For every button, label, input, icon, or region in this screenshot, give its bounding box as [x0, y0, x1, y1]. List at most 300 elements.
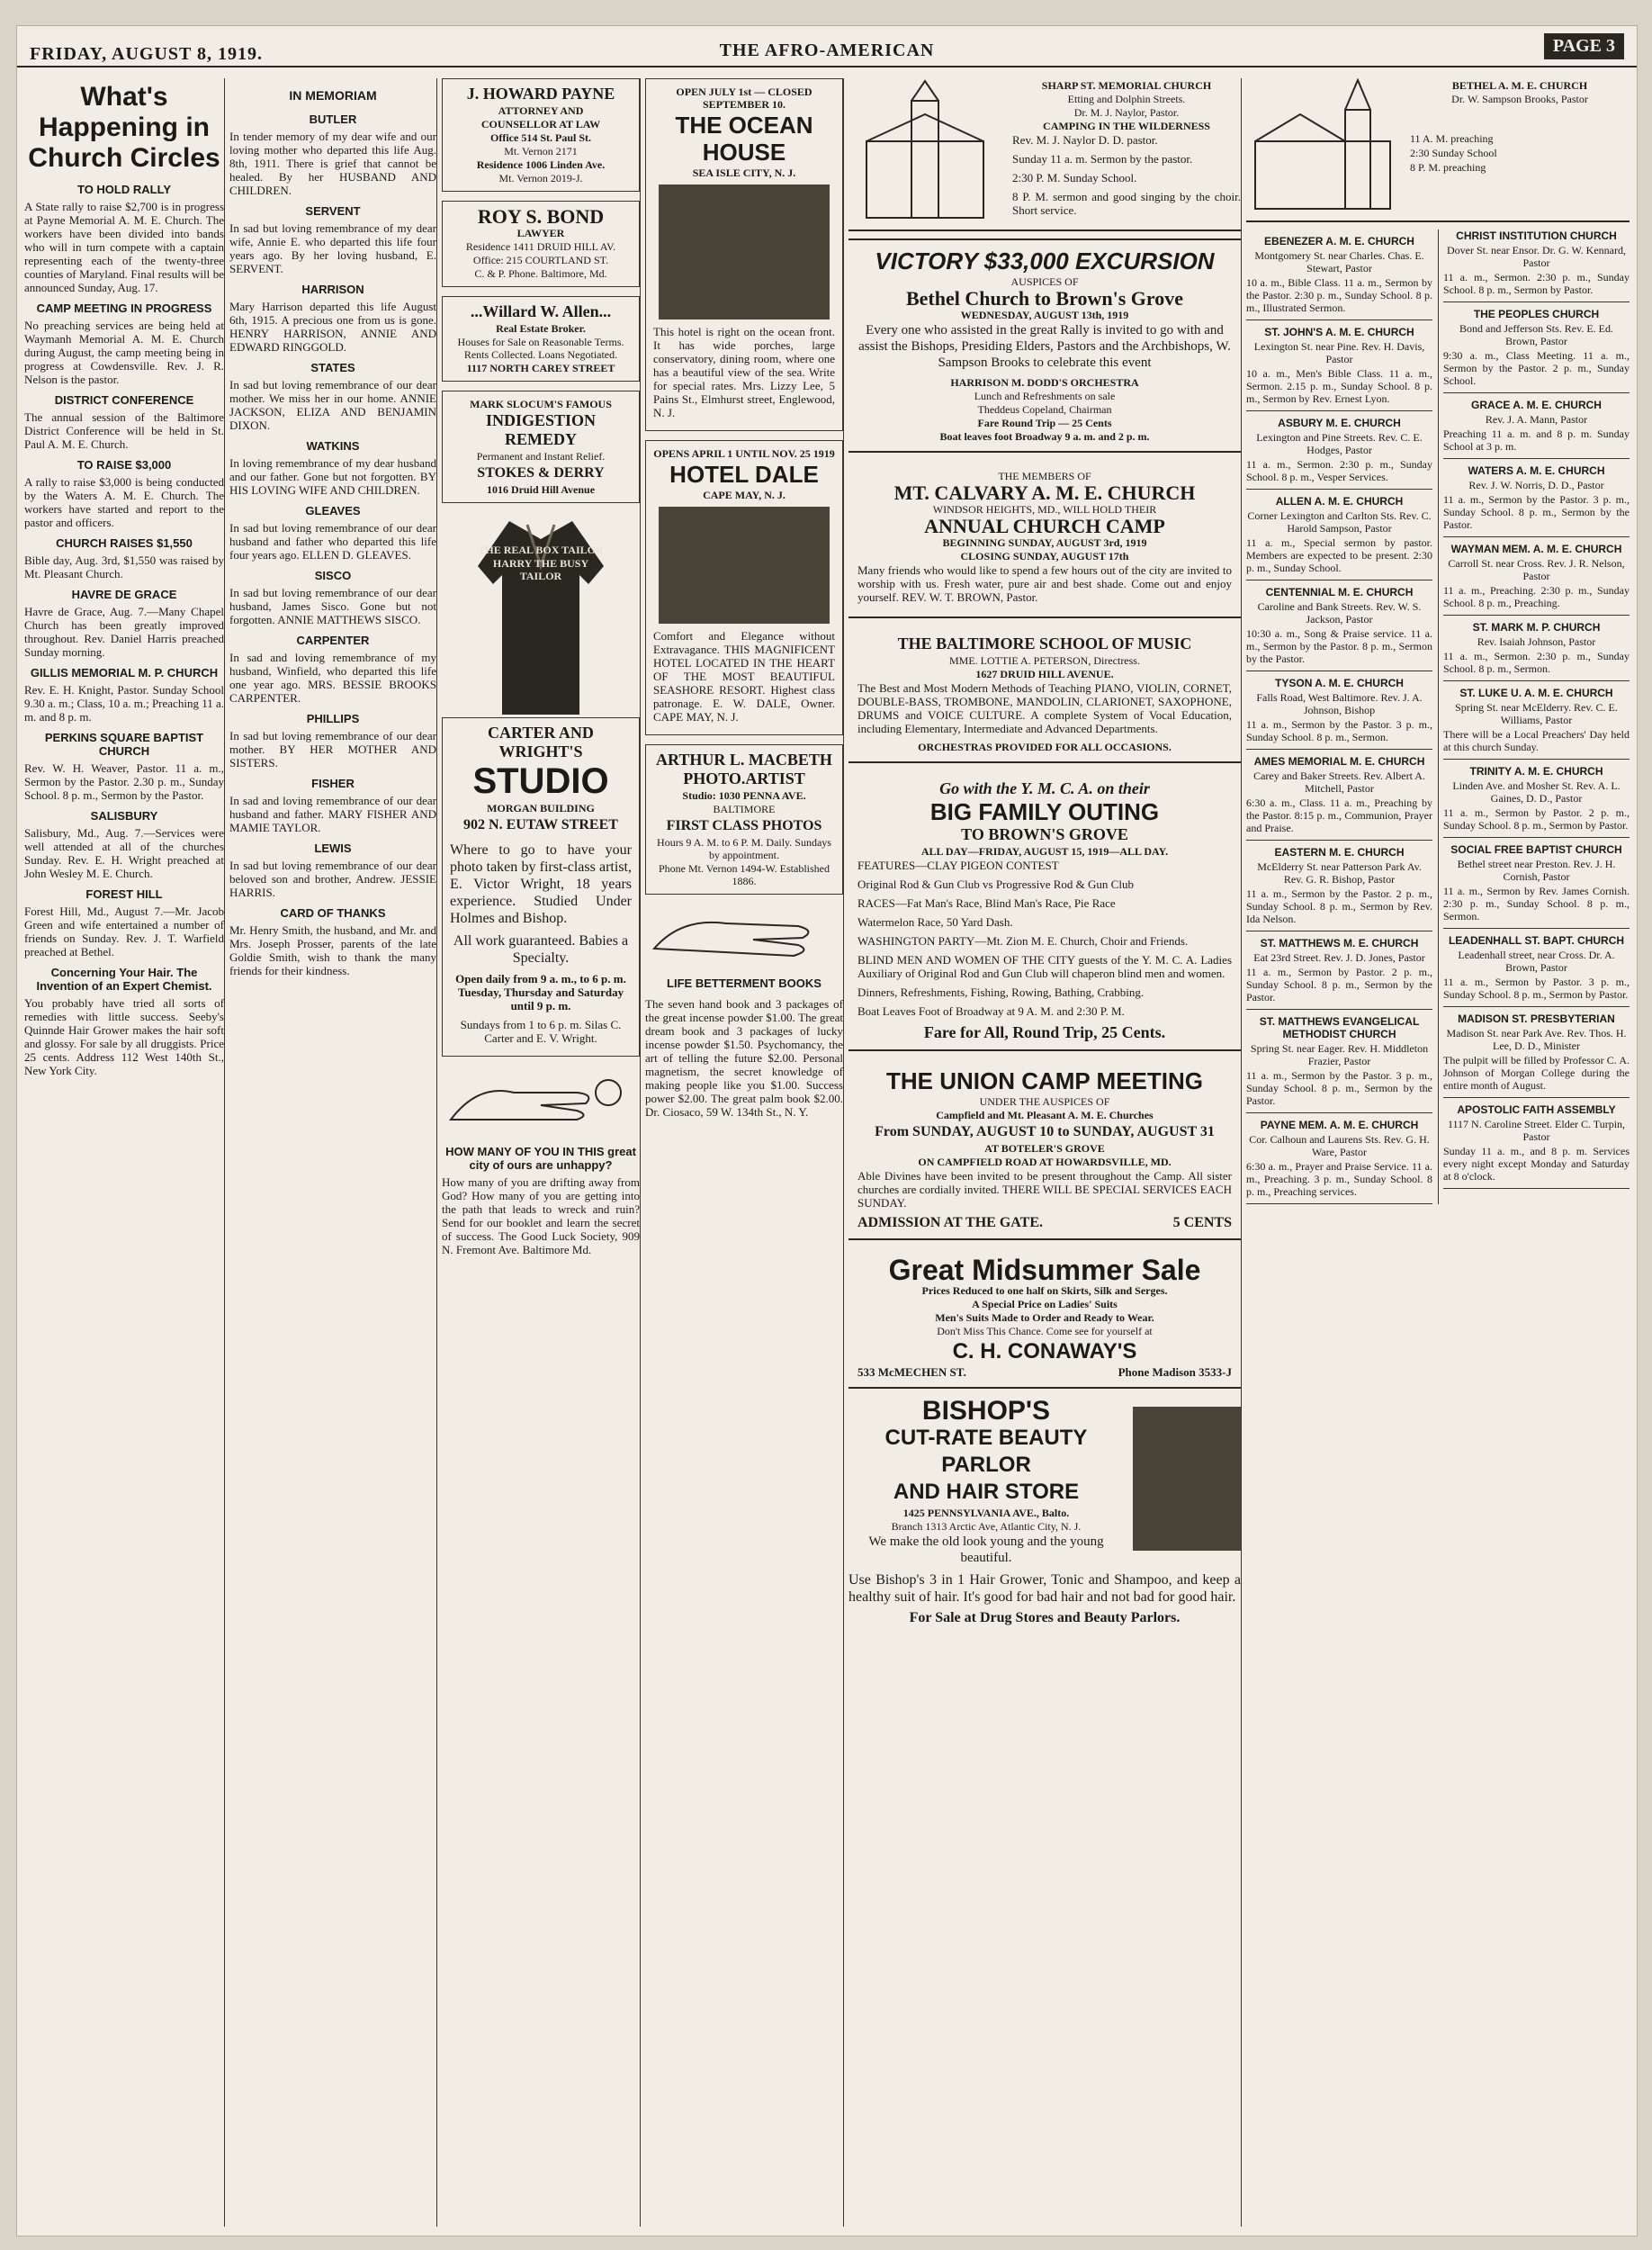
church-pastor: 1117 N. Caroline Street. Elder C. Turpin, Pastor [1447, 1118, 1626, 1143]
church-name: SOCIAL FREE BAPTIST CHURCH [1450, 843, 1622, 856]
memorial-text: In sad but loving remembrance of my dear wife, Annie E. who departed this life four years ago. By her loving husband, E. SERVENT. [229, 221, 436, 275]
church-news-item [24, 588, 224, 659]
ocean-place: SEA ISLE CITY, N. J. [692, 166, 796, 179]
church-pastor: Dover St. near Ensor. Dr. G. W. Kennard, Pastor [1447, 244, 1626, 269]
church-divider [1443, 1097, 1630, 1098]
church-news-heading: CAMP MEETING IN PROGRESS [36, 302, 212, 315]
memorial-item [229, 842, 436, 899]
church-services: Sunday 11 a. m., and 8 p. m. Services every night except Monday and Saturday at 8 o'clock. [1443, 1145, 1630, 1183]
church-news-sections [24, 183, 224, 1077]
church-name: LEADENHALL ST. BAPT. CHURCH [1448, 934, 1625, 947]
memorial-heading: WATKINS [306, 439, 360, 453]
church-divider [1443, 759, 1630, 760]
sale-line: Don't Miss This Chance. Come see for yourself at [937, 1325, 1153, 1337]
bishop-sale: For Sale at Drug Stores and Beauty Parlors. [909, 1610, 1181, 1625]
camp-at: AT BOTELER'S GROVE [984, 1142, 1105, 1155]
ad-payne-line: Residence 1006 Linden Ave. [476, 158, 606, 171]
memorial-heading: GLEAVES [305, 504, 361, 518]
ad-slocum-line: MARK SLOCUM'S FAMOUS [470, 398, 612, 410]
church-listing [1443, 230, 1630, 302]
ocean-top: OPEN JULY 1st — CLOSED SEPTEMBER 10. [676, 86, 813, 111]
ad-studio [442, 717, 640, 1057]
column-events [848, 78, 1242, 2227]
hotel-dale-photo [659, 507, 830, 624]
camp-admission: ADMISSION AT THE GATE. [857, 1215, 1043, 1230]
church-name: ST. MATTHEWS EVANGELICAL METHODIST CHURCH [1259, 1015, 1420, 1040]
church-pastor: Cor. Calhoun and Laurens Sts. Rev. G. H. Ware, Pastor [1249, 1133, 1430, 1158]
sharp-line: 8 P. M. sermon and good singing by the choir. Short service. [1012, 190, 1241, 217]
ad-bond-line: LAWYER [516, 227, 565, 239]
church-pastor: Spring St. near Eager. Rev. H. Middleton Frazier, Pastor [1250, 1042, 1429, 1067]
hand-illustration-2 [645, 904, 843, 967]
memorial-notices [229, 112, 436, 977]
church-divider [1246, 749, 1432, 750]
memorial-text: In loving remembrance of my dear husband and our father. Gone but not forgotten. BY HIS LOVING WIFE AND CHILDREN. [229, 456, 436, 497]
memorial-item [229, 361, 436, 432]
memorial-item [229, 504, 436, 562]
church-news-text: A State rally to raise $2,700 is in progress at Payne Memorial A. M. E. Church. The workers have been divided into bands who will in turn compete with a captain representing each of the twenty-three counties of Maryland. Final results will be announced Sunday, Aug. 17. [24, 200, 224, 294]
sale-line: A Special Price on Ladies' Suits [972, 1298, 1118, 1310]
music-name: THE BALTIMORE SCHOOL OF MUSIC [897, 634, 1192, 652]
church-name: PAYNE MEM. A. M. E. CHURCH [1260, 1119, 1419, 1131]
victory-orch: HARRISON M. DODD'S ORCHESTRA [950, 376, 1139, 389]
bishop-branch: Branch 1313 Arctic Ave, Atlantic City, N. J. [891, 1520, 1082, 1533]
church-news-text: Havre de Grace, Aug. 7.—Many Chapel Church has been greatly improved throughout. Rev. Daniel Harris preached Sunday morning. [24, 605, 224, 659]
ad-payne-name: J. HOWARD PAYNE [466, 85, 615, 103]
church-pastor: Leadenhall street, near Cross. Dr. A. Brown, Pastor [1458, 949, 1615, 974]
books-text: The seven hand book and 3 packages of the great incense powder $1.00. The great dream book and 3 packages of lucky incense powder $1.50. Psychomancy, the art of telling the future $2.00. Personal magnetism, the secret knowledge of making people like you $1.00. Success power $2.00. The great palm book $2.00. Dr. Ciosaco, 59 W. 134th St., N. Y. [645, 997, 843, 1119]
church-services: The pulpit will be filled by Professor C. A. Johnson of Morgan College during the entire month of August. [1443, 1054, 1630, 1092]
ad-bond-line: Office: 215 COURTLAND ST. [472, 254, 609, 266]
church-listing [1443, 464, 1630, 537]
church-news-text: The annual session of the Baltimore District Conference will be held in St. Paul A. M. E. Church. [24, 410, 224, 451]
victory-church: Bethel Church to Brown's Grove [905, 287, 1183, 310]
church-news-item [24, 458, 224, 529]
camp-text: Able Divines have been invited to be present throughout the Camp. All sister churches are cordially invited. THERE WILL BE SPECIAL SERVICES EACH SUNDAY. [857, 1169, 1232, 1210]
church-services: There will be a Local Preachers' Day held at this church Sunday. [1443, 728, 1630, 753]
sharp-addr: Etting and Dolphin Streets. [1067, 93, 1186, 105]
church-listing [1246, 235, 1432, 320]
church-news-text: Salisbury, Md., Aug. 7.—Services were well attended at all of the churches Sunday. Rev. E. H. Wright preached at John Wesley M. E. Church. [24, 826, 224, 880]
church-name: ST. MARK M. P. CHURCH [1472, 621, 1601, 634]
memorial-heading: PHILLIPS [306, 712, 360, 725]
church-circles-headline: What's Happening in Church Circles [28, 82, 220, 173]
church-name: ST. JOHN'S A. M. E. CHURCH [1264, 326, 1414, 338]
church-divider [1443, 536, 1630, 537]
bishop-line: CUT-RATE BEAUTY PARLOR [884, 1426, 1088, 1477]
ymca-top: Go with the Y. M. C. A. on their [939, 779, 1150, 797]
memorial-heading: CARD OF THANKS [280, 906, 386, 920]
church-name: THE PEOPLES CHURCH [1473, 308, 1600, 320]
church-divider [1246, 410, 1432, 411]
church-directory [1246, 230, 1630, 1204]
lucky-text: How many of you are drifting away from God? How many of you are getting into the path that leads to wreck and ruin? Send for our booklet and learn the secret of success. The Good Luck Society, 909 N. Fremont Ave. Baltimore Md. [442, 1175, 640, 1256]
dale-top: OPENS APRIL 1 UNTIL NOV. 25 1919 [653, 447, 835, 460]
ad-hotel-dale [645, 440, 843, 735]
church-pastor: Rev. J. A. Mann, Pastor [1485, 413, 1588, 426]
church-listing [1246, 755, 1432, 841]
church-news-heading: CHURCH RAISES $1,550 [56, 536, 193, 550]
church-services: 11 a. m., Sermon by the Pastor. 3 p. m., Sunday School. 8 p. m., Sermon by the Pastor. [1443, 493, 1630, 531]
ad-bond-name: ROY S. BOND [477, 205, 605, 228]
church-name: CHRIST INSTITUTION CHURCH [1456, 230, 1617, 242]
macbeth-line: FIRST CLASS PHOTOS [666, 818, 822, 833]
church-news-item [24, 809, 224, 880]
church-pastor: Bethel street near Preston. Rev. J. H. Cornish, Pastor [1457, 858, 1616, 883]
macbeth-line: PHOTO.ARTIST [683, 770, 805, 788]
church-news-text: Rev. W. H. Weaver, Pastor. 11 a. m., Sermon by the Pastor. 2.30 p. m., Sunday School. 8 p. m., Sermon by the Pastor. [24, 761, 224, 802]
church-divider [1246, 840, 1432, 841]
memorial-text: In sad and loving remembrance of my husband, Winfield, who departed this life one year ago. MRS. BESSIE BROOKS CARPENTER. [229, 651, 436, 705]
victory-text: Every one who assisted in the great Rally is invited to go with and assist the Bishops, Presiding Elders, Pastors and the Archbishops, W. Sampson Brooks to celebrate this event [858, 323, 1231, 370]
memorial-item [229, 777, 436, 834]
church-services: 11 a. m., Sermon by Pastor. 2 p. m., Sunday School. 8 p. m., Sermon by the Pastor. [1246, 966, 1432, 1004]
ymca-line: RACES—Fat Man's Race, Blind Man's Race, Pie Race [857, 896, 1116, 910]
ymca-line: Dinners, Refreshments, Fishing, Rowing, Bathing, Crabbing. [857, 986, 1145, 999]
sale-addr: 533 McMECHEN ST. [857, 1365, 966, 1379]
church-listing [1443, 1103, 1630, 1189]
church-listing [1246, 495, 1432, 580]
church-services: 10:30 a. m., Song & Praise service. 11 a. m., Sermon by the Pastor. 8 p. m., Sermon by the Pastor. [1246, 627, 1432, 665]
church-services: 11 a. m., Sermon by the Pastor. 2 p. m., Sunday School. 8 p. m., Sermon by Rev. Ida Nelson. [1246, 887, 1432, 925]
bishop-line: AND HAIR STORE [893, 1480, 1080, 1504]
victory-date: WEDNESDAY, AUGUST 13th, 1919 [960, 309, 1129, 321]
calvary-place: WINDSOR HEIGHTS, MD., WILL HOLD THEIR [932, 503, 1157, 516]
church-divider [1246, 1112, 1432, 1113]
memorial-heading: BUTLER [309, 112, 357, 126]
church-news-heading: DISTRICT CONFERENCE [54, 393, 194, 407]
church-services: 11 a. m., Sermon by the Pastor. 3 p. m., Sunday School. 8 p. m., Sermon by the Pastor. [1246, 1069, 1432, 1107]
memorial-item [229, 439, 436, 497]
ad-allen-name: ...Willard W. Allen... [470, 302, 612, 320]
masthead [17, 32, 1637, 68]
ad-slocum-line: 1016 Druid Hill Avenue [486, 483, 596, 496]
church-name: GRACE A. M. E. CHURCH [1471, 399, 1602, 411]
memorial-text: In sad but loving remembrance of our dear mother. BY HER MOTHER AND SISTERS. [229, 729, 436, 770]
church-news-heading: TO RAISE $3,000 [76, 458, 172, 472]
ocean-house-photo [659, 184, 830, 320]
macbeth-line: Phone Mt. Vernon 1494-W. Established 1886. [659, 862, 830, 887]
church-name: EASTERN M. E. CHURCH [1274, 846, 1405, 859]
church-services: 6:30 a. m., Prayer and Praise Service. 11 a. m., Preaching. 3 p. m., Sunday School. 8 p. m., Preaching services. [1246, 1160, 1432, 1198]
memorial-item [229, 906, 436, 977]
church-news-text: No preaching services are being held at Waymanh Memorial A. M. E. Church during August, the camp meeting being in progress at Cowdensville. Rev. J. R. Nelson is the pastor. [24, 319, 224, 386]
church-name: EBENEZER A. M. E. CHURCH [1264, 235, 1414, 248]
camp-road: ON CAMPFIELD ROAD AT HOWARDSVILLE, MD. [918, 1156, 1172, 1168]
church-name: TYSON A. M. E. CHURCH [1275, 677, 1404, 689]
column-church-news [24, 78, 225, 2227]
sharp-st-church-ad [848, 78, 1241, 231]
dale-text: Comfort and Elegance without Extravagance. THIS MAGNIFICENT HOTEL LOCATED IN THE HEART OF THE MOST BEAUTIFUL SEASHORE RESORT. Highest class patronage. E. W. DALE, Owner. CAPE MAY, N. J. [653, 629, 835, 724]
calvary-close: CLOSING SUNDAY, AUGUST 17th [960, 550, 1129, 562]
church-listing [1246, 417, 1432, 490]
church-listing [1246, 677, 1432, 750]
church-name: MADISON ST. PRESBYTERIAN [1458, 1012, 1615, 1025]
church-news-heading: HAVRE DE GRACE [71, 588, 177, 601]
bishop-text: We make the old look young and the young beautiful. [868, 1534, 1104, 1565]
church-news-text: Forest Hill, Md., August 7.—Mr. Jacob Green and wife entertained a number of friends on Sunday. Rev. J. T. Warfield preached at Bethel. [24, 904, 224, 958]
bethel-line: 8 P. M. preaching [1410, 161, 1486, 174]
issue-date: FRIDAY, AUGUST 8, 1919. [30, 44, 263, 64]
camp-title: THE UNION CAMP MEETING [886, 1067, 1203, 1094]
church-news-heading: SALISBURY [90, 809, 158, 823]
ad-payne-line: Office 514 St. Paul St. [490, 131, 591, 144]
ad-studio-text: All work guaranteed. Babies a Specialty. [453, 933, 629, 966]
ocean-name: THE OCEAN HOUSE [675, 112, 813, 166]
church-listing [1443, 399, 1630, 459]
memorial-text: In sad but loving remembrance of our dear mother. We miss her in our home. ANNIE JACKSON, ELIZA AND BENJAMIN DIXON. [229, 378, 436, 432]
church-services: 6:30 a. m., Class. 11 a. m., Preaching by the Pastor. 8:15 p. m., Communion, Prayer and Praise. [1246, 796, 1432, 834]
church-pastor: Madison St. near Park Ave. Rev. Thos. H. Lee, D. D., Minister [1446, 1027, 1627, 1052]
memorial-item [229, 112, 436, 197]
church-listing [1246, 586, 1432, 671]
sharp-name: SHARP ST. MEMORIAL CHURCH [1041, 79, 1212, 92]
lucky-head: HOW MANY OF YOU IN THIS great city of ours are unhappy? [445, 1145, 636, 1172]
ad-studio-title: STUDIO [472, 761, 609, 801]
dale-name: HOTEL DALE [669, 461, 819, 488]
church-news-item [24, 887, 224, 958]
church-news-heading: PERKINS SQUARE BAPTIST CHURCH [44, 731, 204, 758]
church-services: 11 a. m., Sermon. 2:30 p. m., Sunday School. 8 p. m., Vesper Services. [1246, 458, 1432, 483]
bishop-portrait [1133, 1407, 1241, 1551]
memorial-text: In sad and loving remembrance of our dear husband and father. MARY FISHER AND MAMIE TAYLOR. [229, 794, 436, 834]
victory-fare: Fare Round Trip — 25 Cents [977, 417, 1112, 429]
memorial-heading: FISHER [311, 777, 355, 790]
church-services: 11 a. m., Sermon. 2:30 p. m., Sunday School. 8 p. m., Sermon. [1443, 650, 1630, 675]
tailor-coat-illustration [473, 512, 608, 582]
memorial-text: Mary Harrison departed this life August 6th, 1915. A precious one from us is gone. HENRY HARRISON, ANNIE AND EDWARD RINGGOLD. [229, 300, 436, 354]
ad-payne-line: Mt. Vernon 2019-J. [498, 172, 583, 184]
church-name: AMES MEMORIAL M. E. CHURCH [1253, 755, 1425, 768]
church-divider [1443, 1188, 1630, 1189]
victory-title: VICTORY $33,000 EXCURSION [875, 248, 1215, 274]
church-divider [1443, 837, 1630, 838]
victory-aus: AUSPICES OF [1010, 275, 1079, 288]
ad-allen-line: Real Estate Broker. [496, 322, 586, 335]
music-school-ad [848, 627, 1241, 763]
macbeth-line: BALTIMORE [713, 803, 776, 815]
church-news-heading: FOREST HILL [85, 887, 163, 901]
bishop-addr: 1425 PENNSYLVANIA AVE., Balto. [902, 1507, 1070, 1519]
memorials-heading: IN MEMORIAM [289, 88, 377, 103]
church-listing [1443, 687, 1630, 760]
church-news-item [24, 536, 224, 580]
bishop-beauty-ad [848, 1398, 1241, 1571]
mt-calvary-ad [848, 462, 1241, 618]
sale-store: C. H. CONAWAY'S [952, 1339, 1137, 1364]
ad-ocean-house [645, 78, 843, 431]
ocean-text: This hotel is right on the ocean front. It has wide porches, large conservatory, dining room, where one has a beautiful view of the sea. Write for special rates. Mrs. Lizzy Lee, 5 Pains St., Elmhurst street, Englewood, N. J. [653, 325, 835, 419]
church-listing [1443, 308, 1630, 393]
church-listing [1443, 621, 1630, 681]
memorial-item [229, 204, 436, 275]
church-name: WATERS A. M. E. CHURCH [1468, 464, 1605, 477]
church-pastor: Linden Ave. and Mosher St. Rev. A. L. Gaines, D. D., Pastor [1452, 779, 1621, 805]
church-services: 11 a. m., Sermon by Pastor. 3 p. m., Sunday School. 8 p. m., Sermon by Pastor. [1443, 976, 1630, 1001]
bethel-name: BETHEL A. M. E. CHURCH [1451, 79, 1588, 92]
church-news-text: Rev. E. H. Knight, Pastor. Sunday School 9.30 a. m.; Class, 10 a. m.; Preaching 11 a. m. and 8 p. m. [24, 683, 224, 724]
sharp-line: Sunday 11 a. m. Sermon by the pastor. [1012, 152, 1193, 166]
ad-payne [442, 78, 640, 192]
ad-allen [442, 296, 640, 382]
church-pastor: Carey and Baker Streets. Rev. Albert A. Mitchell, Pastor [1253, 770, 1425, 795]
church-pastor: Montgomery St. near Charles. Chas. E. Stewart, Pastor [1254, 249, 1424, 274]
ad-studio-text: Open daily from 9 a. m., to 6 p. m. Tuesday, Thursday and Saturday until 9 p. m. [455, 972, 626, 1012]
sale-title: Great Midsummer Sale [888, 1254, 1201, 1286]
church-news-item [24, 393, 224, 451]
ad-macbeth [645, 744, 843, 895]
sharp-pastor: Dr. M. J. Naylor, Pastor. [1073, 106, 1180, 119]
dale-place: CAPE MAY, N. J. [703, 489, 786, 501]
ymca-line: BLIND MEN AND WOMEN OF THE CITY guests of the Y. M. C. A. Ladies Auxiliary of Original Rod and Gun Club will chaperon blind men and women. [857, 953, 1232, 980]
church-news-item [24, 302, 224, 386]
church-services: Preaching 11 a. m. and 8 p. m. Sunday School at 3 p. m. [1443, 428, 1630, 453]
church-listing [1443, 843, 1630, 929]
ad-payne-line: Mt. Vernon 2171 [504, 145, 578, 158]
bethel-church-ad [1246, 78, 1630, 222]
church-name: TRINITY A. M. E. CHURCH [1469, 765, 1603, 778]
church-services: 10 a. m., Men's Bible Class. 11 a. m., Sermon. 2.15 p. m., Sunday School. 8 p. m., Sermon by Rev. Ernest Lyon. [1246, 367, 1432, 405]
church-divider [1246, 670, 1432, 671]
church-divider [1246, 489, 1432, 490]
victory-lunch: Lunch and Refreshments on sale [974, 390, 1116, 402]
church-services: 11 a. m., Sermon by Pastor. 2 p. m., Sunday School. 8 p. m., Sermon by Pastor. [1443, 806, 1630, 832]
church-divider [1443, 1006, 1630, 1007]
bethel-pastor: Dr. W. Sampson Brooks, Pastor [1451, 93, 1588, 105]
memorial-item [229, 569, 436, 626]
calvary-title: ANNUAL CHURCH CAMP [924, 515, 1165, 537]
macbeth-line: Hours 9 A. M. to 6 P. M. Daily. Sundays by appointment. [657, 836, 831, 861]
church-divider [1443, 928, 1630, 929]
church-divider [1246, 931, 1432, 932]
church-news-item [24, 183, 224, 294]
memorial-heading: SERVENT [305, 204, 361, 218]
church-services: 11 a. m., Sermon. 2:30 p. m., Sunday School. 8 p. m., Sermon by Pastor. [1443, 271, 1630, 296]
sharp-church-drawing [848, 78, 1001, 222]
camp-date: From SUNDAY, AUGUST 10 to SUNDAY, AUGUST 31 [875, 1124, 1215, 1139]
macbeth-name: ARTHUR L. MACBETH [656, 751, 832, 769]
column-hotels [645, 78, 844, 2227]
memorial-item [229, 634, 436, 705]
page-number: PAGE 3 [1544, 33, 1624, 59]
camp-churches: Campfield and Mt. Pleasant A. M. E. Churches [936, 1109, 1154, 1121]
ad-slocum-line: STOKES & DERRY [477, 465, 605, 481]
church-divider [1246, 1009, 1432, 1010]
music-orch: ORCHESTRAS PROVIDED FOR ALL OCCASIONS. [918, 741, 1172, 753]
church-services: 11 a. m., Sermon by the Pastor. 3 p. m., Sunday School. 8 p. m., Sermon. [1246, 718, 1432, 743]
church-pastor: Bond and Jefferson Sts. Rev. E. Ed. Brown, Pastor [1459, 322, 1613, 347]
ymca-to: TO BROWN'S GROVE [961, 825, 1128, 843]
church-divider [1443, 458, 1630, 459]
calvary-name: MT. CALVARY A. M. E. CHURCH [893, 482, 1196, 504]
memorial-text: In sad but loving remembrance of our dear beloved son and brother, Andrew. JESSIE HARRIS. [229, 859, 436, 899]
ad-allen-line: 1117 NORTH CAREY STREET [466, 362, 615, 374]
ad-bond-line: Residence 1411 DRUID HILL AV. [465, 240, 616, 253]
church-pastor: Carroll St. near Cross. Rev. J. R. Nelson, Pastor [1448, 557, 1625, 582]
hand-illustration [442, 1066, 640, 1138]
ad-payne-line: COUNSELLOR AT LAW [480, 118, 601, 130]
church-news-text: A rally to raise $3,000 is being conducted by the Waters A. M. E. Church. The workers have started and report to the pastor and officers. [24, 475, 224, 529]
memorial-item [229, 283, 436, 354]
column-memorials [229, 78, 437, 2227]
church-services: 10 a. m., Bible Class. 11 a. m., Sermon by the Pastor. 2:30 p. m., Sunday School. 8 p. m., Illustrated Sermon. [1246, 276, 1432, 314]
ad-bond-line: C. & P. Phone. Baltimore, Md. [474, 267, 607, 280]
sharp-line: 2:30 P. M. Sunday School. [1012, 171, 1137, 184]
church-name: ST. LUKE U. A. M. E. CHURCH [1459, 687, 1613, 699]
ad-payne-line: ATTORNEY AND [498, 104, 584, 117]
church-services: 9:30 a. m., Class Meeting. 11 a. m., Sermon by the Pastor. 2 p. m., Sunday School. [1443, 349, 1630, 387]
bishop-text2: Use Bishop's 3 in 1 Hair Grower, Tonic and Shampoo, and keep a healthy suit of hair. It's good for bad hair and not bad for good hair. [848, 1572, 1241, 1605]
church-pastor: Eat 23rd Street. Rev. J. D. Jones, Pastor [1253, 951, 1425, 964]
church-pastor: Spring St. near McElderry. Rev. C. E. Williams, Pastor [1455, 701, 1618, 726]
church-name: ST. MATTHEWS M. E. CHURCH [1260, 937, 1419, 950]
ymca-line: WASHINGTON PARTY—Mt. Zion M. E. Church, Choir and Friends. [857, 934, 1189, 948]
church-listing [1443, 543, 1630, 616]
victory-chair: Theddeus Copeland, Chairman [977, 403, 1112, 416]
camp-under: UNDER THE AUSPICES OF [979, 1095, 1110, 1108]
church-name: CENTENNIAL M. E. CHURCH [1265, 586, 1414, 598]
ad-bond [442, 201, 640, 287]
church-name: APOSTOLIC FAITH ASSEMBLY [1457, 1103, 1616, 1116]
newspaper-page [16, 25, 1638, 2236]
church-name: WAYMAN MEM. A. M. E. CHURCH [1450, 543, 1622, 555]
memorial-text: In tender memory of my dear wife and our loving mother who departed this life Aug. 8th, 1911. There is grief that cannot be healed. By her HUSBAND AND CHILDREN. [229, 130, 436, 197]
church-pastor: Rev. Isaiah Johnson, Pastor [1477, 635, 1596, 648]
victory-boat: Boat leaves foot Broadway 9 a. m. and 2 p. m. [939, 430, 1150, 443]
church-services: 11 a. m., Special sermon by pastor. Members are expected to be present. 2:30 p. m., Sunday School. [1246, 536, 1432, 574]
column-church-directory [1246, 78, 1630, 2227]
ymca-fare: Fare for All, Round Trip, 25 Cents. [923, 1023, 1166, 1041]
ad-studio-name: CARTER AND WRIGHT'S [488, 724, 594, 760]
ymca-date: ALL DAY—FRIDAY, AUGUST 15, 1919—ALL DAY. [920, 845, 1169, 858]
memorial-item [229, 712, 436, 770]
ad-studio-line: 902 N. EUTAW STREET [463, 817, 618, 832]
calvary-begin: BEGINNING SUNDAY, AUGUST 3rd, 1919 [942, 536, 1147, 549]
church-name: ALLEN A. M. E. CHURCH [1275, 495, 1404, 508]
ymca-line: FEATURES—CLAY PIGEON CONTEST [857, 859, 1059, 872]
midsummer-sale-ad [848, 1249, 1241, 1389]
sale-phone: Phone Madison 3533-J [1118, 1365, 1232, 1379]
music-dir: MME. LOTTIE A. PETERSON, Directress. [949, 654, 1140, 667]
camp-cents: 5 CENTS [1172, 1215, 1232, 1230]
memorial-text: In sad but loving remembrance of our dear husband, James Sisco. Gone but not forgotten. ANNIE MATTHEWS SISCO. [229, 586, 436, 626]
macbeth-line: Studio: 1030 PENNA AVE. [682, 789, 806, 802]
church-listing [1246, 326, 1432, 411]
calvary-members: THE MEMBERS OF [998, 470, 1091, 482]
church-listing [1443, 1012, 1630, 1098]
memorial-heading: CARPENTER [296, 634, 370, 647]
church-news-item [24, 731, 224, 802]
church-listing [1246, 1119, 1432, 1204]
church-news-text: Bible day, Aug. 3rd, $1,550 was raised by Mt. Pleasant Church. [24, 554, 224, 580]
ymca-line: Original Rod & Gun Club vs Progressive Rod & Gun Club [857, 878, 1134, 891]
memorial-heading: LEWIS [314, 842, 352, 855]
sharp-note: CAMPING IN THE WILDERNESS [1043, 120, 1210, 132]
church-pastor: Lexington St. near Pine. Rev. H. Davis, Pastor [1253, 340, 1425, 365]
ad-studio-text: Sundays from 1 to 6 p. m. Silas C. Carter and E. V. Wright. [460, 1018, 622, 1045]
column-ads [442, 78, 641, 2227]
church-news-heading: Concerning Your Hair. The Invention of an Expert Chemist. [36, 966, 212, 993]
ymca-line: Boat Leaves Foot of Broadway at 9 A. M. and 2:30 P. M. [857, 1004, 1125, 1018]
paper-name: THE AFRO-AMERICAN [719, 40, 935, 60]
bethel-line: 2:30 Sunday School [1410, 147, 1497, 159]
memorial-heading: HARRISON [301, 283, 364, 296]
church-divider [1443, 615, 1630, 616]
memorial-text: In sad but loving remembrance of our dear husband and father who departed this life four years ago. ELLEN D. GLEAVES. [229, 521, 436, 562]
ad-slocum-name: INDIGESTION REMEDY [485, 411, 597, 448]
church-pastor: Rev. J. W. Norris, D. D., Pastor [1468, 479, 1604, 491]
church-services: 11 a. m., Preaching. 2:30 p. m., Sunday School. 8 p. m., Preaching. [1443, 584, 1630, 609]
